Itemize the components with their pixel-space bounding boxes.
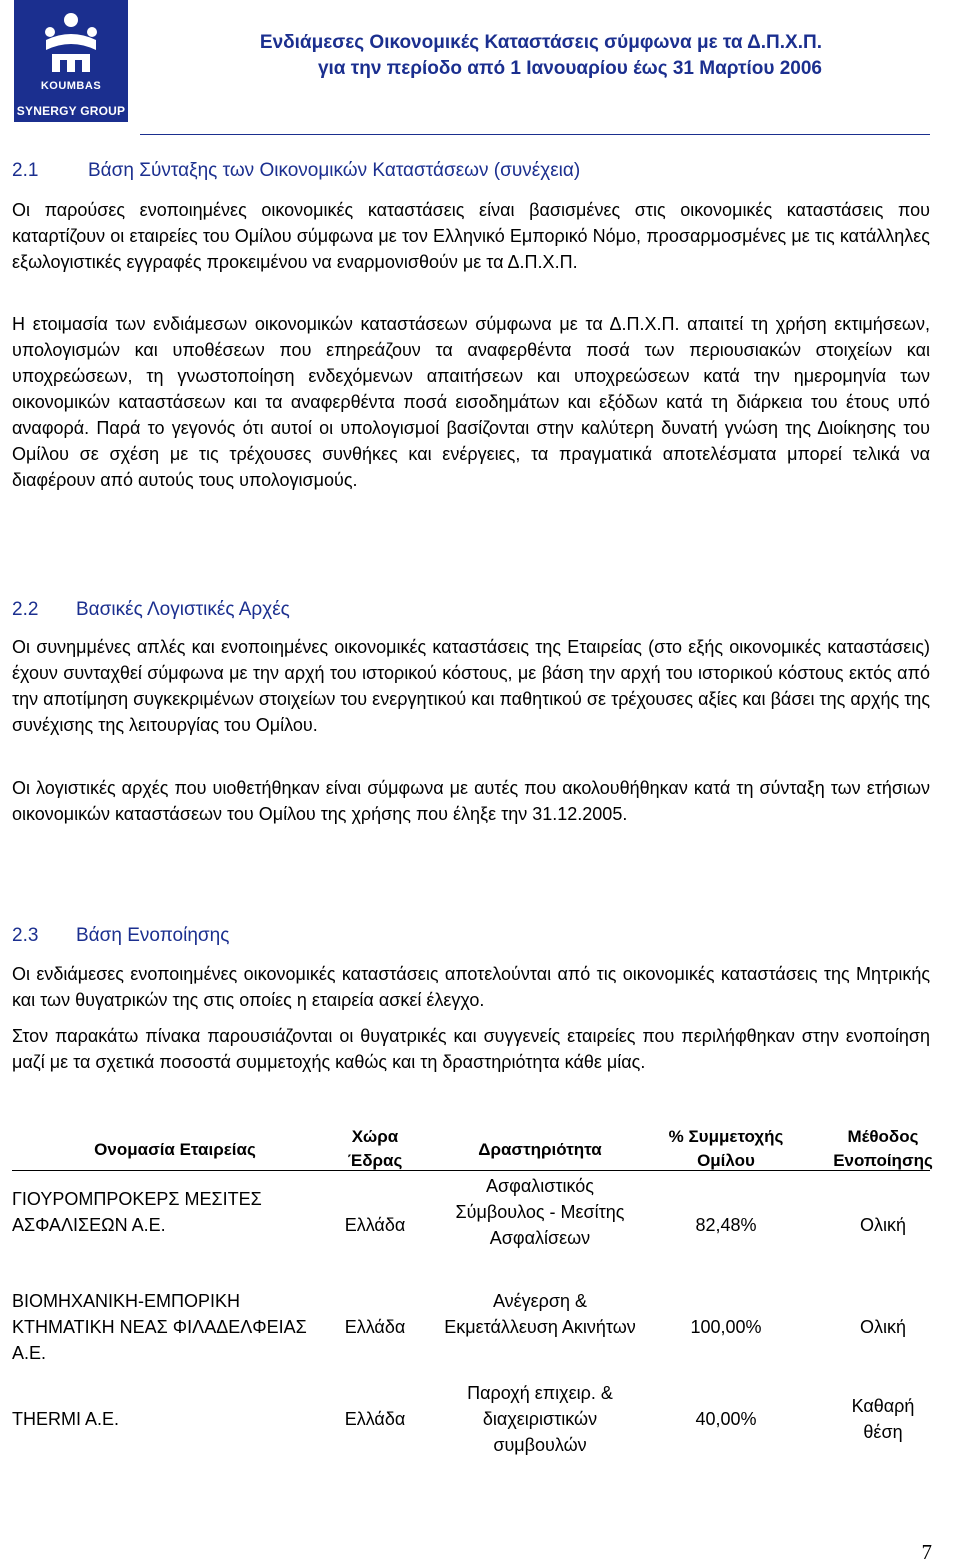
section-title: Βασικές Λογιστικές Αρχές bbox=[76, 599, 290, 620]
company-logo bbox=[14, 0, 128, 122]
section-number: 2.1 bbox=[12, 160, 39, 181]
cell-method: Ολική bbox=[859, 1317, 906, 1337]
section-title: Βάση Ενοποίησης bbox=[76, 925, 230, 946]
table-header-percentage: % Συμμετοχής Ομίλου bbox=[668, 1127, 784, 1170]
header-title-line2: για την περίοδο από 1 Ιανουαρίου έως 31 Μαρτίου 2006 bbox=[317, 58, 822, 79]
cell-activity: Ασφαλιστικός Σύμβουλος - Μεσίτης Ασφαλίσεων bbox=[455, 1176, 625, 1248]
table-header-method: Μέθοδος Ενοποίησης bbox=[833, 1127, 933, 1170]
cell-activity: Ανέγερση & Εκμετάλλευση Ακινήτων bbox=[444, 1291, 636, 1337]
section-2-2-paragraph-1: Οι συνημμένες απλές και ενοποιημένες οικονομικές καταστάσεις της Εταιρείας (στο εξής οικονομικές καταστάσεις) έχουν συνταχθεί σύμφωνα με την αρχή του ιστορικού κόστους, με βάση την αρχή του ιστορικού κόστους εκτός από την αποτίμηση συγκεκριμένων στοιχείων του ενεργητικού και παθητικού σε τρέχουσες αξίες και βάσει της αρχής της συνέχισης της λειτουργίας του Ομίλου. bbox=[12, 637, 930, 735]
section-2-1-paragraph-2: Η ετοιμασία των ενδιάμεσων οικονομικών καταστάσεων σύμφωνα με τα Δ.Π.Χ.Π. απαιτεί τη χρήση εκτιμήσεων, υπολογισμών και υποθέσεων που επηρεάζουν τα αναφερθέντα ποσά των περιουσιακών στοιχείων και υποχρεώσεων, τη γνωστοποίηση ενδεχόμενων απαιτήσεων και υποχρεώσεων κατά την ημερομηνία των οικονομικών καταστάσεων και τα αναφερθέντα ποσά εισοδημάτων και εξόδων κατά τη διάρκεια του έτους υπό αναφορά. Παρά το γεγονός ότι αυτοί οι υπολογισμοί βασίζονται στην καλύτερη δυνατή γνώση της Διοίκησης του Ομίλου σε σχέση με τις τρέχουσες συνθήκες και ενέργειες, τα πραγματικά αποτελέσματα μπορεί τελικά να διαφέρουν από αυτούς τους υπολογισμούς. bbox=[12, 314, 930, 490]
header-divider bbox=[140, 134, 930, 135]
section-2-3-heading bbox=[12, 925, 229, 947]
section-number: 2.2 bbox=[12, 599, 39, 620]
cell-country: Ελλάδα bbox=[344, 1215, 406, 1235]
section-title: Βάση Σύνταξης των Οικονομικών Καταστάσεων (συνέχεια) bbox=[88, 160, 581, 181]
cell-company-name: ΒΙΟΜΗΧΑΝΙΚΗ-ΕΜΠΟΡΙΚΗ ΚΤΗΜΑΤΙΚΗ ΝΕΑΣ ΦΙΛΑΔΕΛΦΕΙΑΣ Α.Ε. bbox=[12, 1291, 307, 1363]
cell-percentage: 82,48% bbox=[695, 1215, 757, 1235]
section-2-1-heading bbox=[12, 160, 580, 182]
header-title-line1: Ενδιάμεσες Οικονομικές Καταστάσεις σύμφωνα με τα Δ.Π.Χ.Π. bbox=[259, 32, 822, 53]
cell-percentage: 40,00% bbox=[695, 1409, 757, 1429]
logo-brand-text: KOUMBAS bbox=[40, 80, 102, 92]
table-header-country: Χώρα Έδρας bbox=[347, 1127, 403, 1170]
table-header-activity: Δραστηριότητα bbox=[478, 1140, 602, 1159]
cell-company-name: ΓΙΟΥΡΟΜΠΡΟΚΕΡΣ ΜΕΣΙΤΕΣ ΑΣΦΑΛΙΣΕΩΝ Α.Ε. bbox=[12, 1189, 262, 1235]
cell-country: Ελλάδα bbox=[344, 1317, 406, 1337]
page-number: 7 bbox=[921, 1540, 932, 1564]
logo-group-text: SYNERGY GROUP bbox=[16, 104, 126, 118]
cell-company-name: THERMI A.E. bbox=[12, 1409, 120, 1429]
section-2-2-paragraph-2: Οι λογιστικές αρχές που υιοθετήθηκαν είναι σύμφωνα με αυτές που ακολουθήθηκαν κατά τη σύνταξη των ετήσιων οικονομικών καταστάσεων του Ομίλου της χρήσης που έληξε την 31.12.2005. bbox=[12, 778, 930, 824]
section-2-1-paragraph-1: Οι παρούσες ενοποιημένες οικονομικές καταστάσεις είναι βασισμένες στις οικονομικές καταστάσεις που καταρτίζουν οι εταιρείες του Ομίλου σύμφωνα με τον Ελληνικό Εμπορικό Νόμο, προσαρμοσμένες με τις κατάλληλες εξωλογιστικές εγγραφές προκειμένου να εναρμονισθούν με τα Δ.Π.Χ.Π. bbox=[12, 200, 930, 272]
cell-percentage: 100,00% bbox=[690, 1317, 762, 1337]
cell-activity: Παροχή επιχειρ. & διαχειριστικών συμβουλών bbox=[467, 1383, 613, 1455]
table-header-name: Ονομασία Εταιρείας bbox=[94, 1140, 256, 1159]
cell-country: Ελλάδα bbox=[344, 1409, 406, 1429]
koumbas-emblem-icon bbox=[36, 10, 106, 76]
section-number: 2.3 bbox=[12, 925, 39, 946]
section-2-2-heading bbox=[12, 599, 290, 621]
cell-method: Ολική bbox=[859, 1215, 906, 1235]
section-2-3-paragraph-1: Οι ενδιάμεσες ενοποιημένες οικονομικές καταστάσεις αποτελούνται από τις οικονομικές καταστάσεις της Μητρικής και των θυγατρικών της στις οποίες η εταιρεία ασκεί έλεγχο. bbox=[12, 964, 930, 1010]
table-header-rule bbox=[12, 1170, 930, 1171]
section-2-3-paragraph-2: Στον παρακάτω πίνακα παρουσιάζονται οι θυγατρικές και συγγενείς εταιρείες που περιλήφθηκαν στην ενοποίηση μαζί με τα σχετικά ποσοστά συμμετοχής καθώς και τη δραστηριότητα κάθε μίας. bbox=[12, 1026, 930, 1072]
cell-method: Καθαρή θέση bbox=[851, 1396, 915, 1442]
